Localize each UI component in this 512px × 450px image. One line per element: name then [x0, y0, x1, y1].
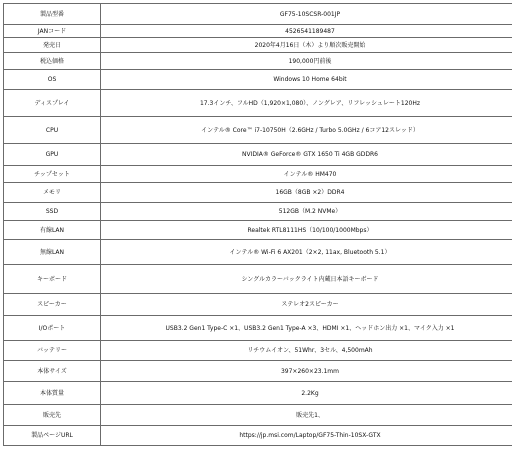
spec-label: キーボード: [4, 265, 101, 294]
spec-row-wired-lan: [4, 221, 512, 240]
spec-label: スピーカー: [4, 294, 101, 316]
spec-value: USB3.2 Gen1 Type-C ×1、USB3.2 Gen1 Type-A ×3、HDMI ×1、ヘッドホン出力 ×1、マイク入力 ×1: [101, 316, 512, 341]
spec-row-weight: [4, 382, 512, 405]
spec-row-ssd: [4, 203, 512, 221]
spec-label: CPU: [4, 117, 101, 144]
spec-label: バッテリー: [4, 341, 101, 361]
spec-row-product-url: [4, 426, 512, 446]
spec-value: GF75-10SCSR-001JP: [101, 4, 512, 25]
spec-row-jan: [4, 25, 512, 38]
spec-table: [3, 3, 512, 446]
spec-value: シングルカラーバックライト内蔵日本語キーボード: [101, 265, 512, 294]
spec-value: インテル® HM470: [101, 166, 512, 183]
spec-label: メモリ: [4, 183, 101, 203]
spec-label: チップセット: [4, 166, 101, 183]
spec-value: 512GB（M.2 NVMe）: [101, 203, 512, 221]
spec-label: 無線LAN: [4, 240, 101, 265]
spec-row-wireless-lan: [4, 240, 512, 265]
spec-label: GPU: [4, 144, 101, 166]
spec-value: 17.3インチ、フルHD（1,920×1,080）、ノングレア、リフレッシュレート120Hz: [101, 90, 512, 117]
spec-row-gpu: [4, 144, 512, 166]
spec-value: 2020年4月16日（木）より順次販売開始: [101, 38, 512, 53]
spec-row-battery: [4, 341, 512, 361]
spec-row-speaker: [4, 294, 512, 316]
spec-value: 4526541189487: [101, 25, 512, 38]
spec-value: 397×260×23.1mm: [101, 361, 512, 382]
spec-value: 190,000円前後: [101, 53, 512, 70]
spec-value: NVIDIA® GeForce® GTX 1650 Ti 4GB GDDR6: [101, 144, 512, 166]
spec-row-retailer: [4, 405, 512, 426]
spec-value: https://jp.msi.com/Laptop/GF75-Thin-10SX-GTX: [101, 426, 512, 446]
spec-row-cpu: [4, 117, 512, 144]
spec-label: 本体質量: [4, 382, 101, 405]
spec-label: 販売先: [4, 405, 101, 426]
spec-label: 発売日: [4, 38, 101, 53]
spec-row-io-ports: [4, 316, 512, 341]
spec-label: SSD: [4, 203, 101, 221]
spec-row-release: [4, 38, 512, 53]
spec-row-model: [4, 4, 512, 25]
spec-row-chipset: [4, 166, 512, 183]
spec-row-size: [4, 361, 512, 382]
spec-label: ディスプレイ: [4, 90, 101, 117]
spec-label: 製品ページURL: [4, 426, 101, 446]
spec-label: 本体サイズ: [4, 361, 101, 382]
spec-label: 税込価格: [4, 53, 101, 70]
spec-row-memory: [4, 183, 512, 203]
spec-row-keyboard: [4, 265, 512, 294]
spec-value: Windows 10 Home 64bit: [101, 70, 512, 90]
spec-label: 製品型番: [4, 4, 101, 25]
spec-value: リチウムイオン、51Whr、3セル、4,500mAh: [101, 341, 512, 361]
spec-row-price: [4, 53, 512, 70]
spec-label: 有線LAN: [4, 221, 101, 240]
spec-row-display: [4, 90, 512, 117]
spec-label: JANコード: [4, 25, 101, 38]
spec-row-os: [4, 70, 512, 90]
spec-label: OS: [4, 70, 101, 90]
spec-value: 2.2Kg: [101, 382, 512, 405]
spec-value: ステレオ2スピーカー: [101, 294, 512, 316]
spec-value: 16GB（8GB ×2）DDR4: [101, 183, 512, 203]
spec-value: インテル® Core™ i7-10750H（2.6GHz / Turbo 5.0GHz / 6コア12スレッド）: [101, 117, 512, 144]
spec-value: インテル® Wi-Fi 6 AX201（2×2, 11ax, Bluetooth 5.1）: [101, 240, 512, 265]
spec-value: 販売先1、: [101, 405, 512, 426]
spec-value: Realtek RTL8111HS（10/100/1000Mbps）: [101, 221, 512, 240]
spec-label: I/Oポート: [4, 316, 101, 341]
